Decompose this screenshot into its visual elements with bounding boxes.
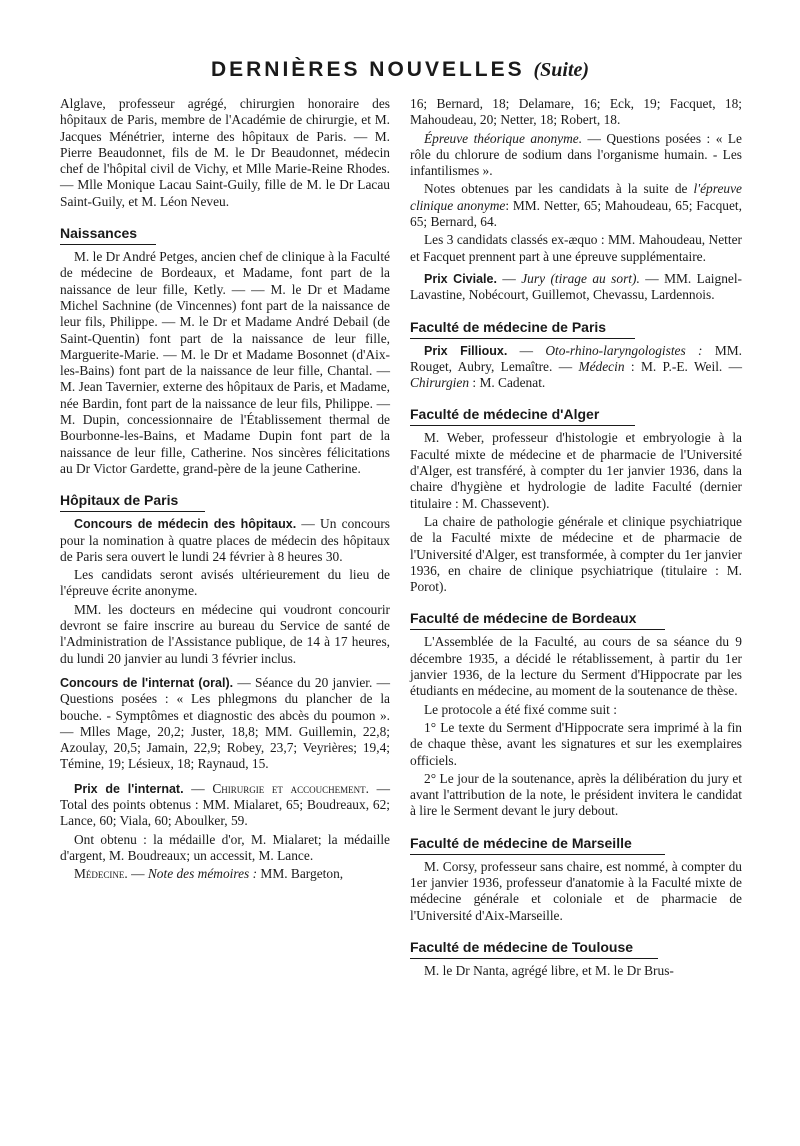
section-paris-title: Faculté de médecine de Paris [410,318,635,339]
left-column [60,96,390,884]
section-bordeaux-title: Faculté de médecine de Bordeaux [410,609,665,630]
fillioux-paragraph: Prix Fillioux. — Oto-rhino-laryngologistes : MM. Rouget, Aubry, Lemaître. — Médecin : M. P.-E. Weil. — Chirurgien : M. Cadenat. [410,342,742,391]
alger-paragraph-2: La chaire de pathologie générale et clinique psychiatrique de la Faculté mixte de médecine et de pharmacie de l'Université d'Alger, est transformée, à compter du 1er janvier 1936, en chaire de clinique psychiatrique (titulaire : M. Porot). [410,513,742,595]
right-column [410,96,742,981]
epreuve-paragraph: Épreuve théorique anonyme. — Questions posées : « Le rôle du chlorure de sodium dans l'organisme humain. - Les infantilismes ». [410,130,742,179]
section-naissances-title: Naissances [60,224,156,245]
toulouse-paragraph: M. le Dr Nanta, agrégé libre, et M. le Dr Brus- [424,962,674,978]
bordeaux-paragraph-3: 1° Le texte du Serment d'Hippocrate sera imprimé à la fin de chaque thèse, avant les signatures et sur les exemplaires officiels. [410,719,742,768]
intro-paragraph: Alglave, professeur agrégé, chirurgien honoraire des hôpitaux de Paris, membre de l'Académie de chirurgie, et M. Jacques Ménétrier, interne des hôpitaux de Paris. — M. Pierre Beaudonnet, fils de M. le Dr Beaudonnet, médecin chef de l'hôpital civil de Vichy, et Mlle Marie-Reine Rhodes. — Mlle Monique Lacau Saint-Guily, fille de M. le Dr Lacau Saint-Guily, et M. Léon Neveu. [60,96,390,209]
bordeaux-paragraph-4: 2° Le jour de la soutenance, après la délibération du jury et avant l'attribution de la note, le président invitera le candidat à lire le Serment devant le jury debout. [410,770,742,819]
section-alger-title: Faculté de médecine d'Alger [410,405,635,426]
prix-internat-label: Prix de l'internat. [74,781,184,796]
concours-paragraph: Concours de médecin des hôpitaux. — Un concours pour la nomination à quatre places de médecin des hôpitaux de Paris sera ouvert le lundi 24 février à 8 heures 30. [60,516,390,564]
cont-paragraph: 16; Bernard, 18; Delamare, 16; Eck, 19; Facquet, 18; Mahoudeau, 20; Netter, 18; Robert, 18. [410,96,742,128]
page-title-suite: (Suite) [533,59,590,81]
marseille-paragraph: M. Corsy, professeur sans chaire, est nommé, à compter du 1er janvier 1936, professeur d'anatomie à la Faculté mixte de médecine générale et coloniale et de pharmacie de l'Université d'Aix-Marseille. [410,858,742,923]
section-marseille-title: Faculté de médecine de Marseille [410,834,665,855]
civiale-paragraph: Prix Civiale. — Jury (tirage au sort). — MM. Laignel-Lavastine, Nobécourt, Guillemot, Chevassu, Lardennois. [410,270,743,303]
medecine-paragraph: Médecine. — Note des mémoires : MM. Bargeton, [74,866,344,882]
internat-label: Concours de l'internat (oral). [60,675,234,690]
page-title: DERNIÈRES NOUVELLES [210,58,525,81]
concours-label: Concours de médecin des hôpitaux. [74,517,297,532]
alger-paragraph-1: M. Weber, professeur d'histologie et embryologie à la Faculté mixte de médecine et de pharmacie de l'Université d'Alger, est transféré, à compter du 1er janvier 1936, dans la chaire d'hygiène et hydrologie de ladite Faculté (dernier titulaire : M. Chassevent). [410,430,742,511]
internat-paragraph: Concours de l'internat (oral). — Séance du 20 janvier. — Questions posées : « Les phlegmons du plancher de la bouche. - Symptômes et diagnostic des abcès du poumon ». — Mlles Mage, 20,2; Juster, 18,8; MM. Guillemin, 22,8; Azoulay, 20,5; Jamain, 22,9; Robey, 23,7; Veyrières; 19,4; Témine, 19; Lésieux, 18; Raynaud, 15. [60,674,390,772]
obtenu-paragraph: Ont obtenu : la médaille d'or, M. Mialaret; la médaille d'argent, M. Boudreaux; un accessit, M. Lance. [60,831,390,863]
trois-paragraph: Les 3 candidats classés ex-æquo : MM. Mahoudeau, Netter et Facquet prennent part à une épreuve supplémentaire. [410,232,742,264]
bordeaux-paragraph-1: L'Assemblée de la Faculté, au cours de sa séance du 9 décembre 1935, a décidé le rétablissement, à partir du 1er janvier 1936, de la lecture du Serment d'Hippocrate par les étudiants en médecine, au moment de la soutenance de thèse. [410,634,742,699]
section-hopitaux-title: Hôpitaux de Paris [60,491,205,512]
candidats-paragraph: Les candidats seront avisés ultérieurement du lieu de l'épreuve écrite anonyme. [60,567,390,599]
bordeaux-paragraph-2: Le protocole a été fixé comme suit : [424,701,617,717]
naissances-paragraph: M. le Dr André Petges, ancien chef de clinique à la Faculté de médecine de Bordeaux, et Madame, font part de la naissance de leur fille, Ketly. — — M. le Dr et Madame Michel Sachnine (de Vincennes) font part de la naissance de leur fils, Philippe. — M. le Dr et Madame André Debail (de Saint-Quentin) font part de la naissance de leur fille, Marguerite-Marie. — M. le Dr et Madame Bosonnet (d'Aix-les-Bains) font part de la naissance de leur fille, Chantal. — M. Jean Tavernier, externe des hôpitaux de Paris, et Madame, née Bardin, font part de la naissance de leur fils, Philippe. — M. Dupin, concessionnaire de l'Établissement thermal de Bourbonne-les-Bains, et Madame Dupin font part de la naissance de leur fille, Catherine. Nos sincères félicitations au Dr Victor Gardette, grand-père de la jeune Catherine. [60,249,390,476]
notes-paragraph: Notes obtenues par les candidats à la suite de l'épreuve clinique anonyme: MM. Netter, 65; Mahoudeau, 65; Facquet, 65; Bernard, 64. [410,181,742,230]
docteurs-paragraph: MM. les docteurs en médecine qui voudront concourir devront se faire inscrire au bureau du Service de santé de l'Administration de l'Assistance publique, de 14 à 17 heures, du lundi 20 janvier au lundi 3 février inclus. [60,601,390,666]
section-toulouse-title: Faculté de médecine de Toulouse [410,938,658,959]
prix-internat-paragraph: Prix de l'internat. — Chirurgie et accouchement. — Total des points obtenus : MM. Mialaret, 65; Boudreaux, 62; Lance, 60; Viala, 60; Aboulker, 59. [60,780,390,829]
page-header [0,58,800,82]
